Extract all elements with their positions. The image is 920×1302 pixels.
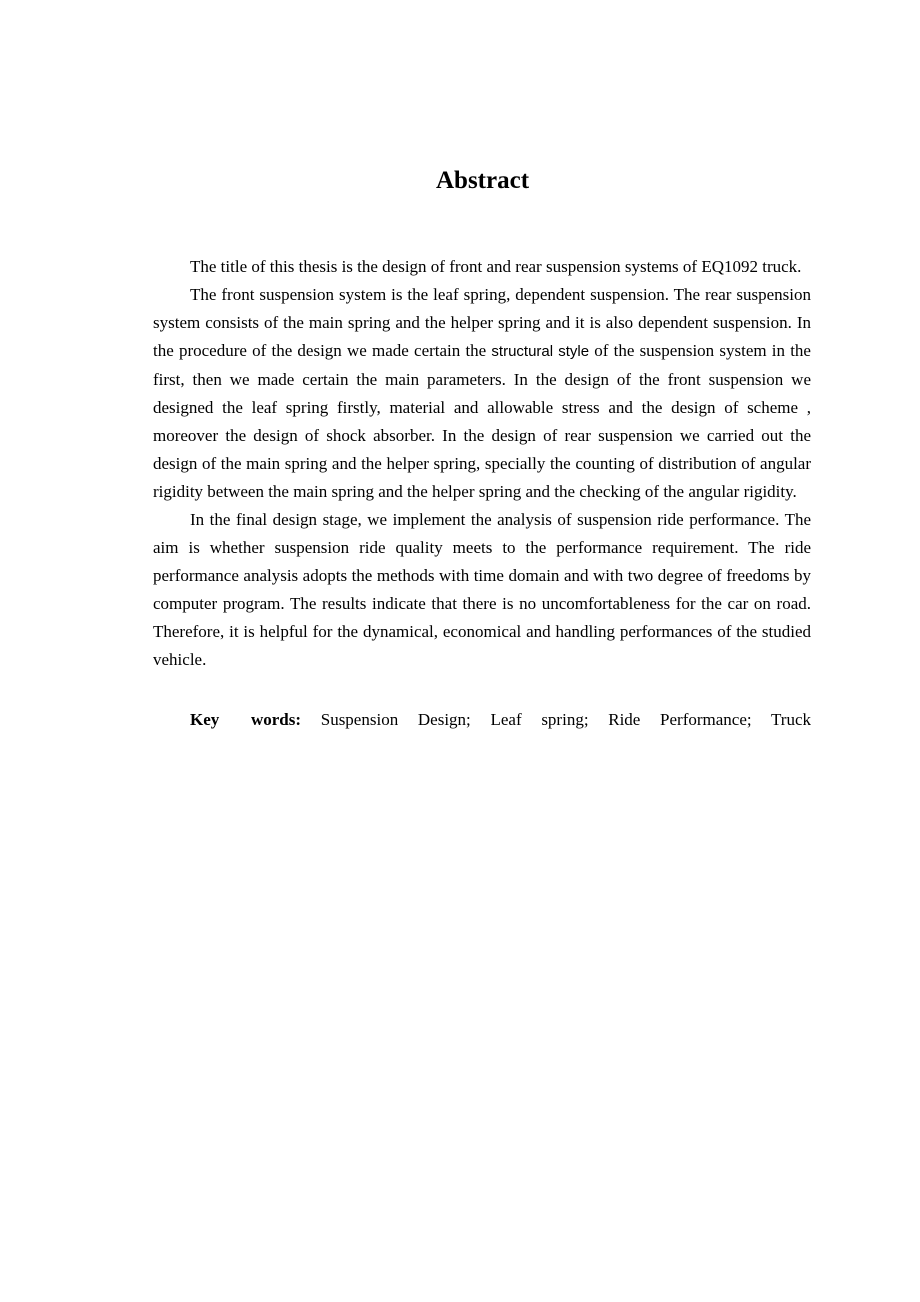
keywords-label: Key words: xyxy=(190,710,302,729)
paragraph-2-text-b: of the suspension system in the first, then we made certain the main parameters. In the design of the front suspension we designed the leaf spring firstly, material and allowable stress and the design of scheme , moreover the design of shock absorber. In the design of rear suspension we carried out the design of the main spring and the helper spring, specially the counting of distribution of angular rigidity between the main spring and the helper spring and the checking of the angular rigidity. xyxy=(153,341,811,501)
paragraph-2-sans-phrase: structural style xyxy=(491,343,590,360)
abstract-paragraph-1: The title of this thesis is the design of front and rear suspension systems of EQ1092 truck. xyxy=(190,257,802,276)
keywords-line xyxy=(153,706,811,734)
abstract-paragraph-2 xyxy=(153,281,811,506)
abstract-paragraph-3: In the final design stage, we implement the analysis of suspension ride performance. The aim is whether suspension ride quality meets to the performance requirement. The ride performance analysis adopts the methods with time domain and with two degree of freedoms by computer program. The results indicate that there is no uncomfortableness for the car on road. Therefore, it is helpful for the dynamical, economical and handling performances of the studied vehicle. xyxy=(153,510,811,669)
paragraph-2-text-a: The front suspension system is the leaf spring, dependent suspension. The rear suspension system consists of the main spring and the helper spring and it is also dependent suspension. In the procedure of the design we made certain the xyxy=(153,285,811,360)
keywords-list: Suspension Design; Leaf spring; Ride Performance; Truck xyxy=(320,710,811,729)
abstract-body xyxy=(153,253,811,734)
page-title: Abstract xyxy=(435,167,530,194)
